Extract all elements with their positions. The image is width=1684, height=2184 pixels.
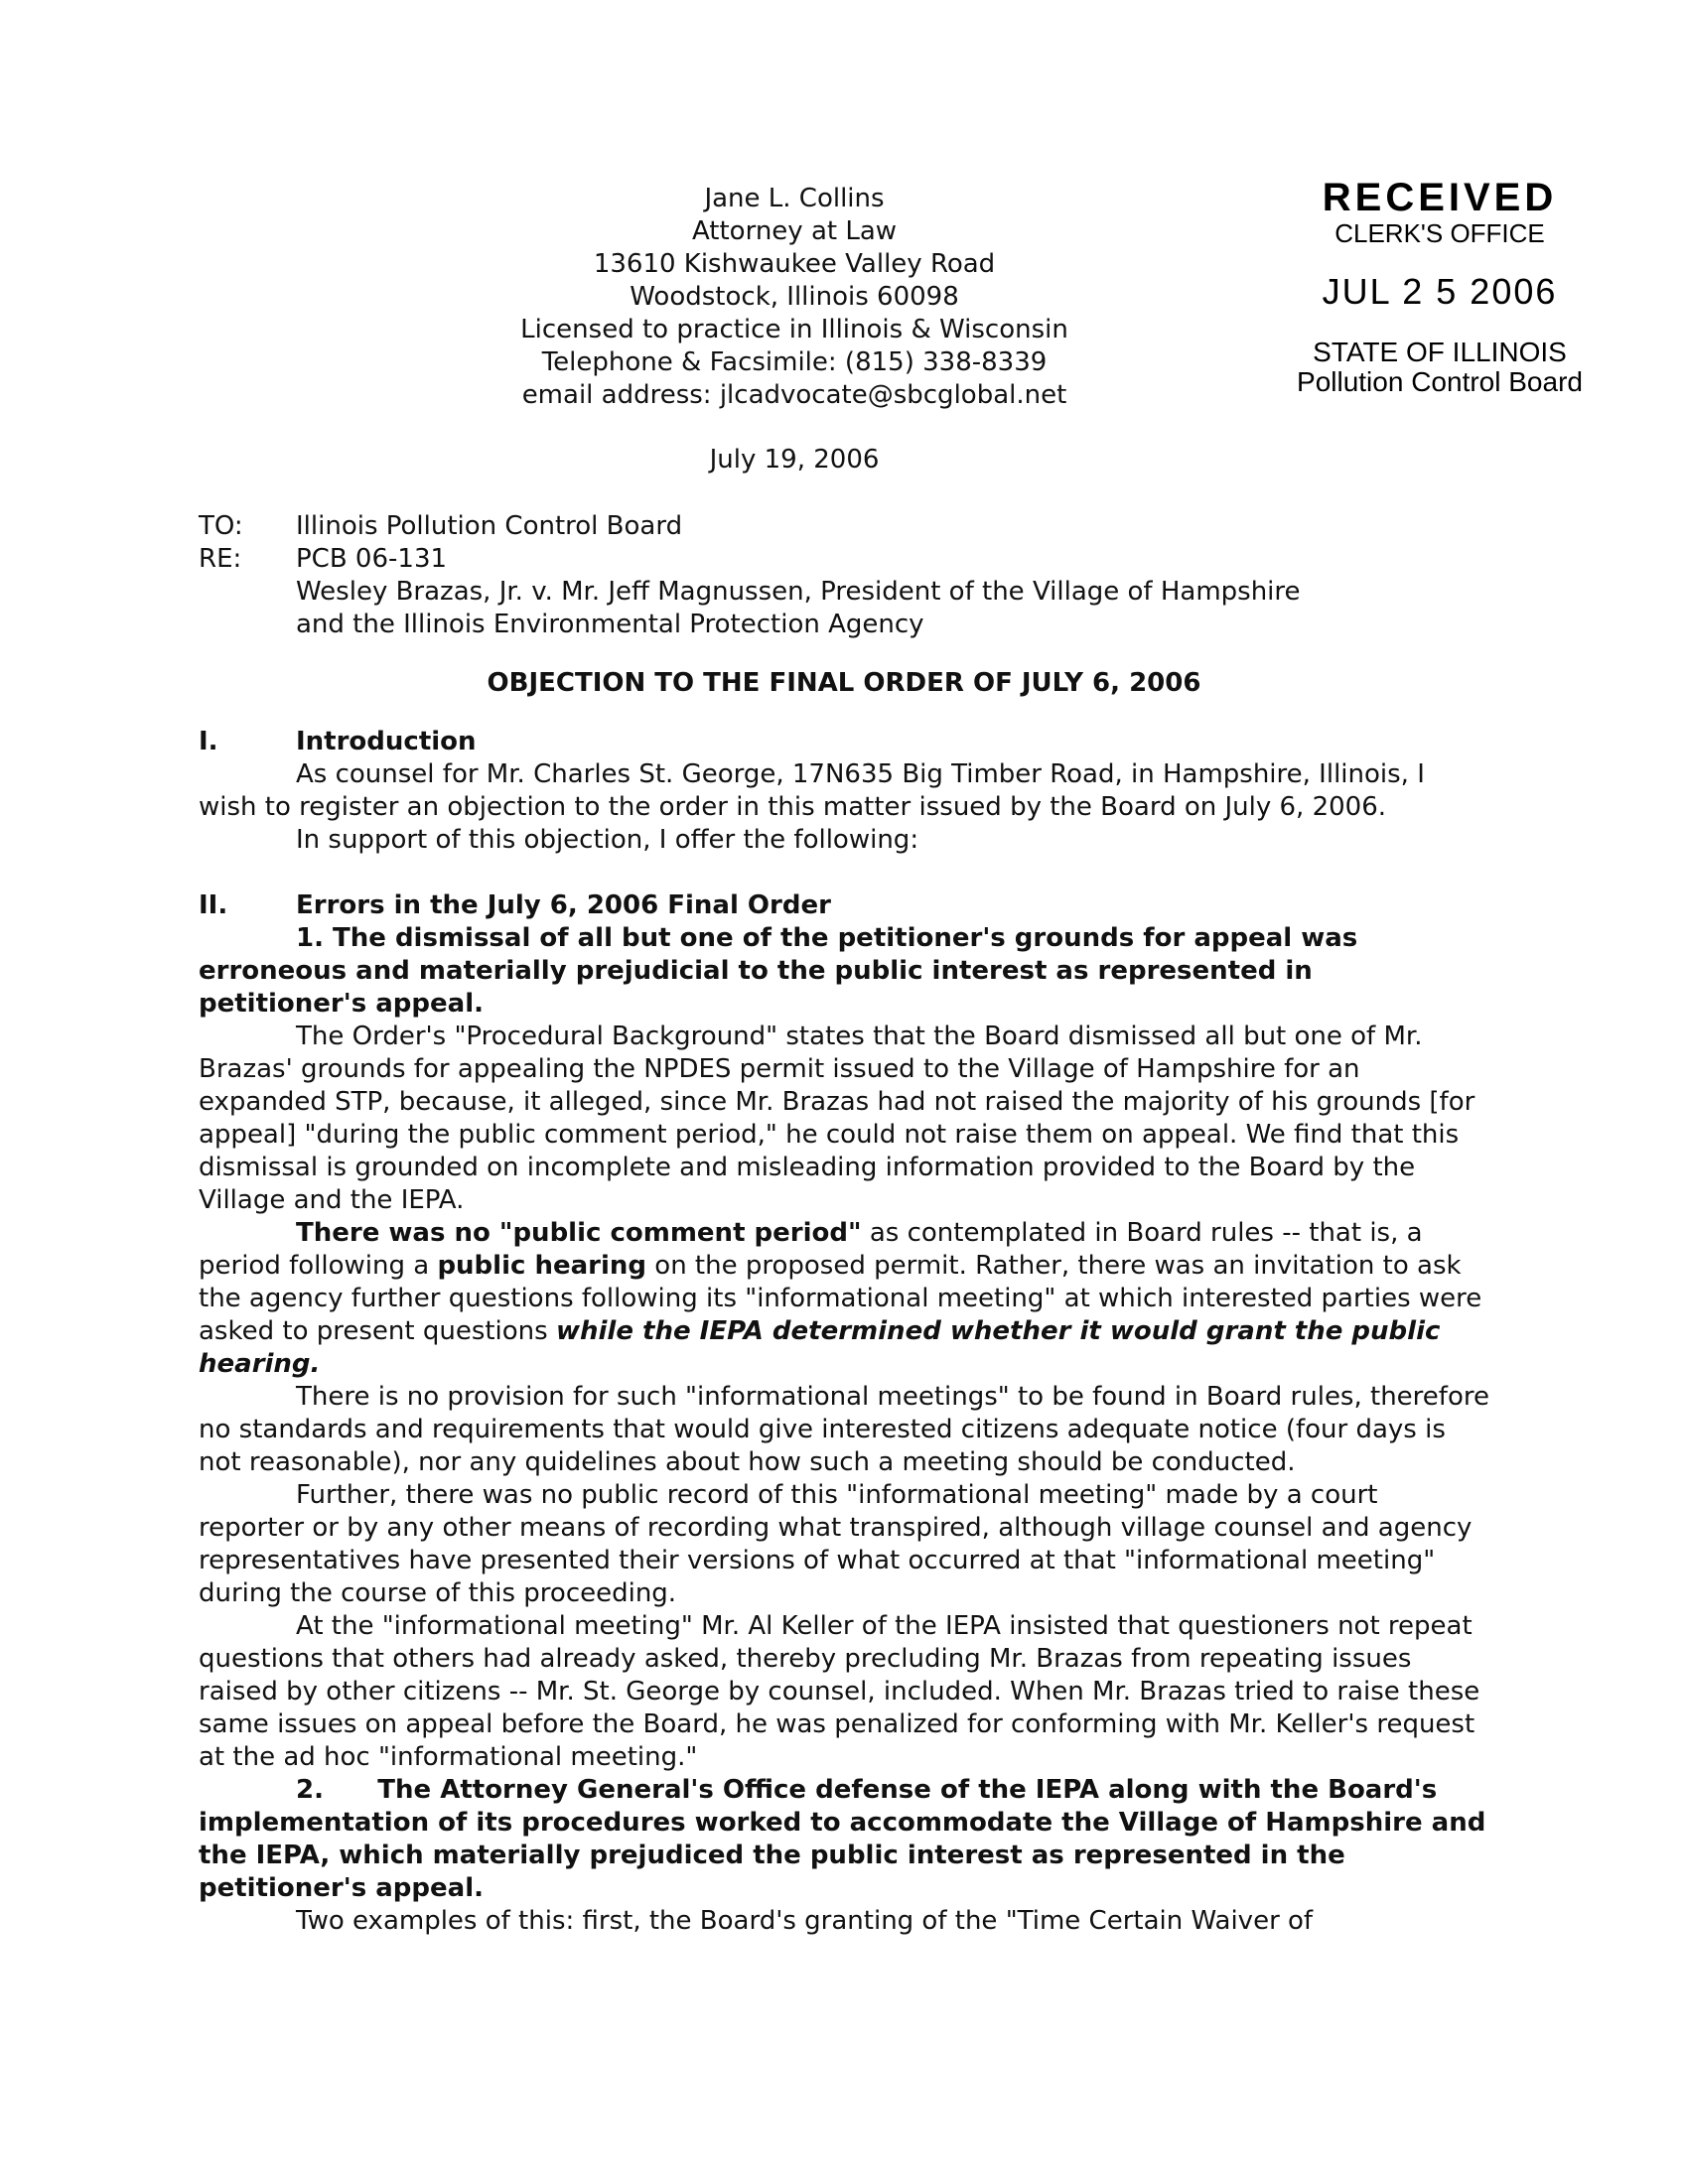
point-2-number: 2.: [296, 1775, 324, 1805]
document-title: OBJECTION TO THE FINAL ORDER OF JULY 6, 2006: [487, 668, 1201, 698]
re-case: PCB 06-131: [296, 544, 448, 574]
stamp-state: STATE OF ILLINOIS: [1313, 337, 1567, 367]
re-label: RE:: [199, 544, 242, 574]
section-1-paragraph-2: In support of this objection, I offer the following:: [296, 825, 919, 855]
stamp-office: CLERK'S OFFICE: [1334, 218, 1545, 248]
letter-date: July 19, 2006: [709, 445, 880, 475]
letterhead: [516, 183, 1072, 412]
public-hearing-text: public hearing: [437, 1251, 647, 1281]
section-2-heading: [199, 889, 1489, 922]
point-2-text: The Attorney General's Office defense of the IEPA along with the Board's implementation of its procedures worked to accommodate the Village of Hampshire and the IEPA, which materially prejudiced the public interest as represented in the petitioner's appeal.: [199, 1775, 1486, 1903]
section-1-paragraph-1: As counsel for Mr. Charles St. George, 17N635 Big Timber Road, in Hampshire, Illinois, I wish to register an objection to the order in this matter issued by the Board on July 6, 2006.: [199, 759, 1425, 822]
stamp-board: Pollution Control Board: [1297, 366, 1583, 397]
to-value: Illinois Pollution Control Board: [296, 511, 683, 541]
email-line: email address: jlcadvocate@sbcglobal.net: [521, 380, 1067, 410]
section-2-paragraph-3: There is no provision for such "informational meetings" to be found in Board rules, therefore no standards and requirements that would give interested citizens adequate notice (four days is not reasonable), nor any quidelines about how such a meeting should be conducted.: [199, 1382, 1489, 1477]
section-1-number: I.: [199, 727, 218, 756]
to-line: [199, 510, 1489, 543]
section-2-paragraph-5: At the "informational meeting" Mr. Al Keller of the IEPA insisted that questioners not repeat questions that others had already asked, thereby precluding Mr. Brazas from repeating issues raised by other citizens -- Mr. St. George by counsel, included. When Mr. Brazas tried to raise these same issues on appeal before the Board, he was penalized for conforming with Mr. Keller's request at the ad hoc "informational meeting.": [199, 1611, 1480, 1772]
section-2-title: Errors in the July 6, 2006 Final Order: [296, 890, 831, 920]
point-1-heading: 1. The dismissal of all but one of the petitioner's grounds for appeal was erroneous and materially prejudicial to the public interest as represented in petitioner's appeal.: [199, 923, 1358, 1019]
re-line: [199, 543, 1489, 576]
to-label: TO:: [199, 511, 243, 541]
no-public-comment-period: There was no "public comment period": [296, 1218, 862, 1248]
section-2-paragraph-1: The Order's "Procedural Background" states that the Board dismissed all but one of Mr. Brazas' grounds for appealing the NPDES permit issued to the Village of Hampshire for an expanded STP, because, it alleged, since Mr. Brazas had not raised the majority of his grounds [for appeal] "during the public comment period," he could not raise them on appeal. We find that this dismissal is grounded on incomplete and misleading information provided to the Board by the Village and the IEPA.: [199, 1022, 1475, 1215]
letter-body: [199, 510, 1489, 1938]
section-2-paragraph-6: Two examples of this: first, the Board's granting of the "Time Certain Waiver of: [296, 1906, 1314, 1936]
stamp-date: JUL 2 5 2006: [1322, 271, 1558, 312]
street-address: 13610 Kishwaukee Valley Road: [593, 249, 996, 279]
section-1-heading: [199, 726, 1489, 758]
re-parties-2: and the Illinois Environmental Protection Agency: [296, 610, 924, 639]
stamp-received: RECEIVED: [1322, 176, 1558, 219]
p2-text-2: on the proposed permit. Rather, there was an invitation to ask the agency further questions following its "informational meeting" at which interested parties were asked to present questions: [199, 1251, 1482, 1346]
attorney-title: Attorney at Law: [691, 216, 898, 246]
city-address: Woodstock, Illinois 60098: [630, 282, 959, 312]
p2-text-1: as contemplated in Board rules -- that is, a period following a: [199, 1218, 1423, 1281]
received-stamp: [1271, 177, 1609, 397]
iepa-determined-text: while the IEPA determined whether it would grant the public hearing.: [199, 1316, 1441, 1379]
license-line: Licensed to practice in Illinois & Wisconsin: [520, 315, 1068, 344]
section-2-paragraph-4: Further, there was no public record of this "informational meeting" made by a court reporter or by any other means of recording what transpired, although village counsel and agency representatives have presented their versions of what occurred at that "informational meeting" during the course of this proceeding.: [199, 1480, 1473, 1608]
section-2-paragraph-2: [199, 1217, 1489, 1381]
section-2-number: II.: [199, 890, 228, 920]
phone-line: Telephone & Facsimile: (815) 338-8339: [541, 347, 1048, 377]
attorney-name: Jane L. Collins: [704, 184, 885, 213]
re-parties-1: Wesley Brazas, Jr. v. Mr. Jeff Magnussen, President of the Village of Hampshire: [296, 577, 1301, 607]
section-1-title: Introduction: [296, 727, 477, 756]
point-2-heading: [199, 1774, 1489, 1905]
